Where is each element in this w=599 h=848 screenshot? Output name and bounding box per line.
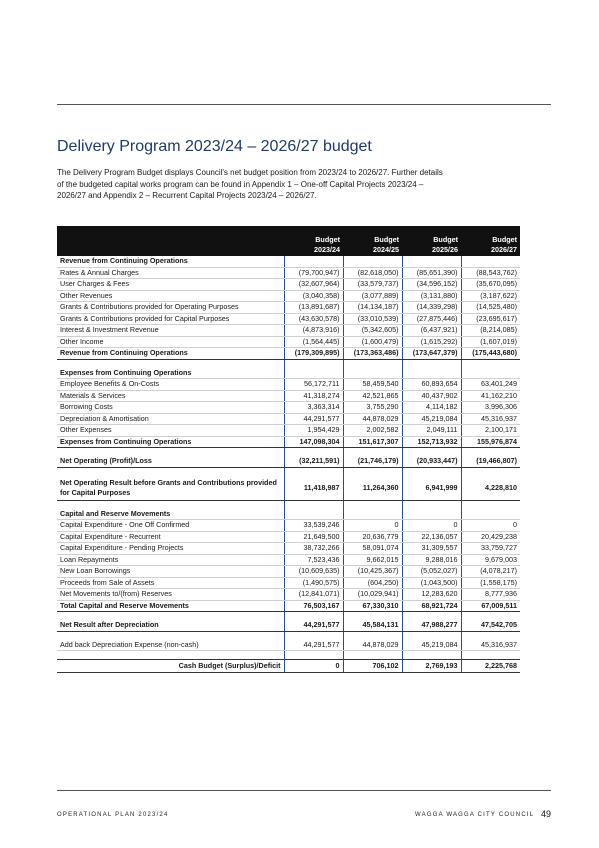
- value-cell: (19,466,807): [461, 456, 520, 467]
- value-cell: [343, 631, 402, 640]
- value-cell: (12,841,071): [284, 589, 343, 601]
- value-cell: 47,542,705: [461, 620, 520, 631]
- value-cell: [343, 359, 402, 368]
- value-cell: 155,976,874: [461, 436, 520, 448]
- row-label: Net Movements to/(from) Reserves: [57, 589, 284, 601]
- value-cell: [402, 631, 461, 640]
- table-row: [57, 600, 520, 612]
- value-cell: (10,425,367): [343, 566, 402, 578]
- table-row: [57, 302, 520, 314]
- row-label: Interest & Investment Revenue: [57, 325, 284, 337]
- row-label: Cash Budget (Surplus)/Deficit: [57, 660, 284, 673]
- value-cell: 2,049,111: [402, 425, 461, 437]
- value-cell: [343, 500, 402, 509]
- value-cell: 63,401,249: [461, 379, 520, 391]
- value-cell: (21,746,179): [343, 456, 402, 467]
- value-cell: [461, 509, 520, 520]
- value-cell: [343, 651, 402, 660]
- value-cell: (35,670,095): [461, 279, 520, 291]
- footer-organisation: WAGGA WAGGA CITY COUNCIL: [415, 812, 535, 818]
- value-cell: 38,732,266: [284, 543, 343, 555]
- value-cell: (8,214,085): [461, 325, 520, 337]
- value-cell: 2,002,582: [343, 425, 402, 437]
- table-row: [57, 660, 520, 673]
- row-label: [57, 467, 284, 476]
- value-cell: 20,429,238: [461, 531, 520, 543]
- value-cell: 2,225,768: [461, 660, 520, 673]
- value-cell: (1,043,500): [402, 577, 461, 589]
- row-label: Other Revenues: [57, 290, 284, 302]
- value-cell: 67,009,511: [461, 600, 520, 612]
- table-row: [57, 620, 520, 631]
- value-cell: [402, 368, 461, 379]
- table-row: [57, 267, 520, 279]
- table-spacer-row: [57, 631, 520, 640]
- value-cell: 44,291,577: [284, 620, 343, 631]
- row-label: Capital and Reserve Movements: [57, 509, 284, 520]
- row-label: Net Result after Depreciation: [57, 620, 284, 631]
- header-line1: Budget: [315, 235, 340, 244]
- value-cell: 2,100,171: [461, 425, 520, 437]
- value-cell: 60,893,654: [402, 379, 461, 391]
- value-cell: 1,954,429: [284, 425, 343, 437]
- value-cell: 67,330,310: [343, 600, 402, 612]
- value-cell: (173,363,486): [343, 348, 402, 360]
- value-cell: 20,636,779: [343, 531, 402, 543]
- value-cell: 41,162,210: [461, 390, 520, 402]
- value-cell: 45,219,084: [402, 413, 461, 425]
- value-cell: 44,291,577: [284, 640, 343, 651]
- row-label: Revenue from Continuing Operations: [57, 256, 284, 267]
- budget-table-body: [57, 256, 520, 673]
- value-cell: 11,418,987: [284, 476, 343, 501]
- value-cell: 706,102: [343, 660, 402, 673]
- value-cell: [461, 612, 520, 621]
- value-cell: 8,777,936: [461, 589, 520, 601]
- value-cell: [402, 467, 461, 476]
- value-cell: 45,316,937: [461, 413, 520, 425]
- value-cell: [402, 509, 461, 520]
- value-cell: 45,584,131: [343, 620, 402, 631]
- value-cell: (5,052,027): [402, 566, 461, 578]
- value-cell: (1,564,445): [284, 336, 343, 348]
- value-cell: (3,040,358): [284, 290, 343, 302]
- value-cell: 47,988,277: [402, 620, 461, 631]
- value-cell: [284, 509, 343, 520]
- value-cell: (3,131,880): [402, 290, 461, 302]
- table-row: [57, 577, 520, 589]
- row-label: Employee Benefits & On-Costs: [57, 379, 284, 391]
- table-spacer-row: [57, 500, 520, 509]
- value-cell: (85,651,390): [402, 267, 461, 279]
- value-cell: 45,219,084: [402, 640, 461, 651]
- table-row: [57, 313, 520, 325]
- value-cell: (3,077,889): [343, 290, 402, 302]
- value-cell: 44,291,577: [284, 413, 343, 425]
- value-cell: (4,078,217): [461, 566, 520, 578]
- header-budget-2025-26: [402, 226, 461, 256]
- header-line2: 2024/25: [373, 244, 399, 254]
- header-budget-2023-24: [284, 226, 343, 256]
- value-cell: [461, 467, 520, 476]
- value-cell: (5,342,605): [343, 325, 402, 337]
- budget-table: [57, 226, 520, 673]
- value-cell: 45,316,937: [461, 640, 520, 651]
- header-line1: Budget: [433, 235, 458, 244]
- page-title: Delivery Program 2023/24 – 2026/27 budget: [57, 138, 372, 155]
- value-cell: 41,318,274: [284, 390, 343, 402]
- value-cell: [284, 467, 343, 476]
- value-cell: 4,228,810: [461, 476, 520, 501]
- value-cell: [461, 256, 520, 267]
- header-line2: 2023/24: [314, 244, 340, 254]
- value-cell: 11,264,360: [343, 476, 402, 501]
- row-label: Capital Expenditure - One Off Confirmed: [57, 520, 284, 532]
- table-row: [57, 531, 520, 543]
- table-row: [57, 390, 520, 402]
- value-cell: [402, 612, 461, 621]
- header-line1: Budget: [374, 235, 399, 244]
- value-cell: (32,607,964): [284, 279, 343, 291]
- value-cell: 9,679,003: [461, 554, 520, 566]
- value-cell: 0: [343, 520, 402, 532]
- row-label: Borrowing Costs: [57, 402, 284, 414]
- value-cell: 152,713,932: [402, 436, 461, 448]
- value-cell: (1,490,575): [284, 577, 343, 589]
- row-label: [57, 500, 284, 509]
- row-label: [57, 612, 284, 621]
- bottom-divider: [57, 790, 551, 791]
- value-cell: [343, 368, 402, 379]
- table-row: [57, 566, 520, 578]
- value-cell: (1,558,175): [461, 577, 520, 589]
- value-cell: (33,010,539): [343, 313, 402, 325]
- value-cell: (6,437,921): [402, 325, 461, 337]
- value-cell: (1,607,019): [461, 336, 520, 348]
- value-cell: (604,250): [343, 577, 402, 589]
- value-cell: (4,873,916): [284, 325, 343, 337]
- value-cell: [402, 500, 461, 509]
- value-cell: (88,543,762): [461, 267, 520, 279]
- value-cell: (10,609,635): [284, 566, 343, 578]
- value-cell: [284, 631, 343, 640]
- row-label: Add back Depreciation Expense (non-cash): [57, 640, 284, 651]
- table-row: [57, 456, 520, 467]
- row-label: Depreciation & Amortisation: [57, 413, 284, 425]
- table-spacer-row: [57, 467, 520, 476]
- value-cell: [284, 448, 343, 457]
- value-cell: (1,600,479): [343, 336, 402, 348]
- table-row: [57, 256, 520, 267]
- header-line1: Budget: [492, 235, 517, 244]
- value-cell: 147,098,304: [284, 436, 343, 448]
- row-label: Grants & Contributions provided for Capital Purposes: [57, 313, 284, 325]
- row-label: Expenses from Continuing Operations: [57, 436, 284, 448]
- value-cell: [461, 651, 520, 660]
- header-line2: 2026/27: [491, 244, 517, 254]
- row-label: Net Operating Result before Grants and Contributions provided for Capital Purposes: [57, 476, 284, 501]
- table-row: [57, 368, 520, 379]
- value-cell: 40,437,902: [402, 390, 461, 402]
- table-row: [57, 379, 520, 391]
- row-label: [57, 448, 284, 457]
- table-row: [57, 336, 520, 348]
- page-number: 49: [541, 809, 552, 819]
- top-divider: [57, 104, 551, 105]
- row-label: [57, 631, 284, 640]
- table-row: [57, 554, 520, 566]
- table-row: [57, 436, 520, 448]
- value-cell: 0: [461, 520, 520, 532]
- value-cell: [284, 359, 343, 368]
- table-row: [57, 543, 520, 555]
- table-row: [57, 413, 520, 425]
- value-cell: 12,283,620: [402, 589, 461, 601]
- value-cell: (82,618,050): [343, 267, 402, 279]
- value-cell: 4,114,182: [402, 402, 461, 414]
- value-cell: (1,615,292): [402, 336, 461, 348]
- header-label-cell: [57, 226, 284, 256]
- value-cell: 33,759,727: [461, 543, 520, 555]
- row-label: [57, 359, 284, 368]
- value-cell: (32,211,591): [284, 456, 343, 467]
- row-label: Total Capital and Reserve Movements: [57, 600, 284, 612]
- value-cell: (79,700,947): [284, 267, 343, 279]
- table-spacer-row: [57, 448, 520, 457]
- table-row: [57, 425, 520, 437]
- table-spacer-row: [57, 359, 520, 368]
- value-cell: (27,875,446): [402, 313, 461, 325]
- value-cell: 42,521,865: [343, 390, 402, 402]
- intro-paragraph: The Delivery Program Budget displays Council's net budget position from 2023/24 to 2026/27. Further details of the budgeted capital works program can be found in Appendix 1 – One-off Capital Projects 2023/24 – 2026/27 and Appendix 2 – Recurrent Capital Projects 2023/24 – 2026/27.: [57, 168, 443, 200]
- value-cell: [284, 256, 343, 267]
- row-label: Proceeds from Sale of Assets: [57, 577, 284, 589]
- value-cell: 9,662,015: [343, 554, 402, 566]
- value-cell: 58,459,540: [343, 379, 402, 391]
- row-label: User Charges & Fees: [57, 279, 284, 291]
- value-cell: [284, 368, 343, 379]
- table-row: [57, 290, 520, 302]
- value-cell: 0: [284, 660, 343, 673]
- row-label: Net Operating (Profit)/Loss: [57, 456, 284, 467]
- value-cell: [461, 500, 520, 509]
- value-cell: 3,996,306: [461, 402, 520, 414]
- value-cell: (14,134,187): [343, 302, 402, 314]
- value-cell: 44,878,029: [343, 640, 402, 651]
- value-cell: [461, 631, 520, 640]
- header-budget-2026-27: [461, 226, 520, 256]
- table-row: [57, 520, 520, 532]
- value-cell: [402, 651, 461, 660]
- row-label: New Loan Borrowings: [57, 566, 284, 578]
- row-label: Expenses from Continuing Operations: [57, 368, 284, 379]
- value-cell: 68,921,724: [402, 600, 461, 612]
- value-cell: 7,523,436: [284, 554, 343, 566]
- row-label: Loan Repayments: [57, 554, 284, 566]
- value-cell: (34,596,152): [402, 279, 461, 291]
- table-row: [57, 279, 520, 291]
- value-cell: [402, 448, 461, 457]
- value-cell: [284, 612, 343, 621]
- value-cell: 21,649,500: [284, 531, 343, 543]
- value-cell: [343, 467, 402, 476]
- value-cell: 44,878,029: [343, 413, 402, 425]
- row-label: Capital Expenditure - Recurrent: [57, 531, 284, 543]
- value-cell: 58,091,074: [343, 543, 402, 555]
- value-cell: 33,539,246: [284, 520, 343, 532]
- value-cell: [461, 359, 520, 368]
- table-row: [57, 402, 520, 414]
- table-spacer-row: [57, 651, 520, 660]
- row-label: Grants & Contributions provided for Operating Purposes: [57, 302, 284, 314]
- value-cell: 3,363,314: [284, 402, 343, 414]
- value-cell: 56,172,711: [284, 379, 343, 391]
- table-row: [57, 509, 520, 520]
- value-cell: [284, 500, 343, 509]
- row-label: [57, 651, 284, 660]
- row-label: Other Expenses: [57, 425, 284, 437]
- table-header-row: [57, 226, 520, 256]
- value-cell: 3,755,290: [343, 402, 402, 414]
- table-row: [57, 476, 520, 501]
- table-spacer-row: [57, 612, 520, 621]
- value-cell: 6,941,999: [402, 476, 461, 501]
- value-cell: [343, 509, 402, 520]
- value-cell: (173,647,379): [402, 348, 461, 360]
- value-cell: [402, 359, 461, 368]
- value-cell: (175,443,680): [461, 348, 520, 360]
- value-cell: (179,309,895): [284, 348, 343, 360]
- header-line2: 2025/26: [432, 244, 458, 254]
- value-cell: 31,309,557: [402, 543, 461, 555]
- value-cell: (33,579,737): [343, 279, 402, 291]
- row-label: Materials & Services: [57, 390, 284, 402]
- value-cell: 151,617,307: [343, 436, 402, 448]
- value-cell: 2,769,193: [402, 660, 461, 673]
- value-cell: (20,933,447): [402, 456, 461, 467]
- value-cell: [343, 256, 402, 267]
- value-cell: (10,029,941): [343, 589, 402, 601]
- value-cell: (43,630,578): [284, 313, 343, 325]
- value-cell: (14,525,480): [461, 302, 520, 314]
- value-cell: [461, 368, 520, 379]
- row-label: Rates & Annual Charges: [57, 267, 284, 279]
- table-row: [57, 348, 520, 360]
- value-cell: [284, 651, 343, 660]
- footer-document-title: OPERATIONAL PLAN 2023/24: [57, 812, 169, 818]
- value-cell: 76,503,167: [284, 600, 343, 612]
- table-row: [57, 589, 520, 601]
- value-cell: 0: [402, 520, 461, 532]
- value-cell: [402, 256, 461, 267]
- value-cell: [343, 448, 402, 457]
- row-label: Other Income: [57, 336, 284, 348]
- table-row: [57, 640, 520, 651]
- value-cell: 22,136,057: [402, 531, 461, 543]
- value-cell: (3,187,622): [461, 290, 520, 302]
- value-cell: (23,695,617): [461, 313, 520, 325]
- value-cell: [461, 448, 520, 457]
- table-row: [57, 325, 520, 337]
- value-cell: 9,288,016: [402, 554, 461, 566]
- row-label: Capital Expenditure - Pending Projects: [57, 543, 284, 555]
- value-cell: (13,891,687): [284, 302, 343, 314]
- value-cell: (14,339,298): [402, 302, 461, 314]
- header-budget-2024-25: [343, 226, 402, 256]
- value-cell: [343, 612, 402, 621]
- row-label: Revenue from Continuing Operations: [57, 348, 284, 360]
